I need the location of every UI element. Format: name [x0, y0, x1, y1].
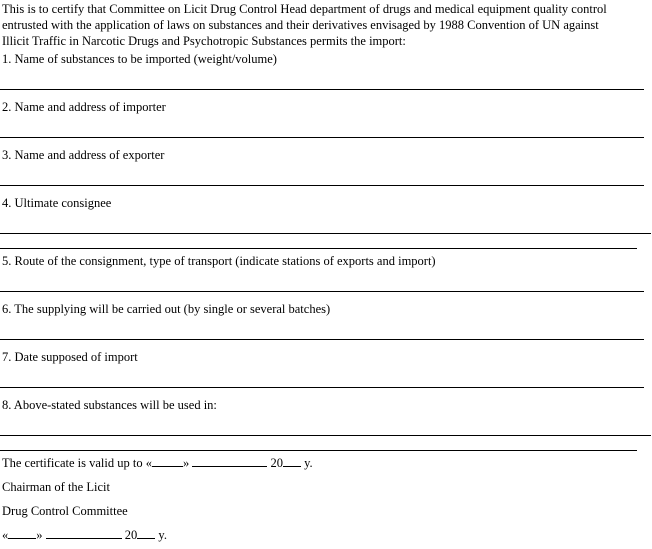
item-1-blank-line	[0, 89, 644, 90]
item-2-blank-line	[0, 137, 644, 138]
item-3-label: 3. Name and address of exporter	[2, 148, 165, 162]
validity-day-blank	[152, 455, 183, 467]
validity-prefix: The certificate is valid up to «	[2, 456, 152, 470]
item-7-blank-line	[0, 387, 644, 388]
item-7-label: 7. Date supposed of import	[2, 350, 138, 364]
item-4-label: 4. Ultimate consignee	[2, 196, 112, 210]
item-8-label: 8. Above-stated substances will be used in:	[2, 398, 217, 412]
validity-year-suffix: y.	[304, 456, 313, 470]
item-8-blank-line-2	[0, 450, 637, 451]
item-8-blank-line-1	[0, 435, 651, 436]
validity-quote-close: »	[182, 456, 190, 470]
item-2-label: 2. Name and address of importer	[2, 100, 166, 114]
validity-line	[2, 455, 313, 471]
item-6-blank-line	[0, 339, 644, 340]
item-1-label: 1. Name of substances to be imported (weight/volume)	[2, 52, 277, 66]
date-year-prefix: 20	[124, 528, 138, 542]
date-month-blank	[46, 527, 122, 539]
date-year-suffix: y.	[158, 528, 167, 542]
item-6-label: 6. The supplying will be carried out (by single or several batches)	[2, 302, 331, 316]
validity-month-blank	[192, 455, 267, 467]
date-year-blank	[137, 527, 155, 539]
item-3-blank-line	[0, 185, 644, 186]
chairman-title-line-1: Chairman of the Licit	[2, 480, 110, 494]
validity-year-prefix: 20	[270, 456, 283, 470]
intro-line-2: entrusted with the application of laws on substances and their derivatives envisaged by 1988 Convention of UN against	[2, 18, 599, 32]
intro-line-3: Illicit Traffic in Narcotic Drugs and Psychotropic Substances permits the import:	[2, 34, 406, 48]
chairman-title-line-2: Drug Control Committee	[2, 504, 128, 518]
signature-date-line	[2, 527, 167, 543]
validity-year-blank	[283, 455, 301, 467]
date-quote-close: »	[36, 528, 43, 542]
date-quote-open: «	[2, 528, 9, 542]
item-4-blank-line-1	[0, 233, 651, 234]
intro-line-1: This is to certify that Committee on Licit Drug Control Head department of drugs and medical equipment quality control	[2, 2, 607, 16]
date-day-blank	[8, 527, 36, 539]
item-4-blank-line-2	[0, 248, 637, 249]
item-5-label: 5. Route of the consignment, type of transport (indicate stations of exports and import)	[2, 254, 436, 268]
item-5-blank-line	[0, 291, 644, 292]
